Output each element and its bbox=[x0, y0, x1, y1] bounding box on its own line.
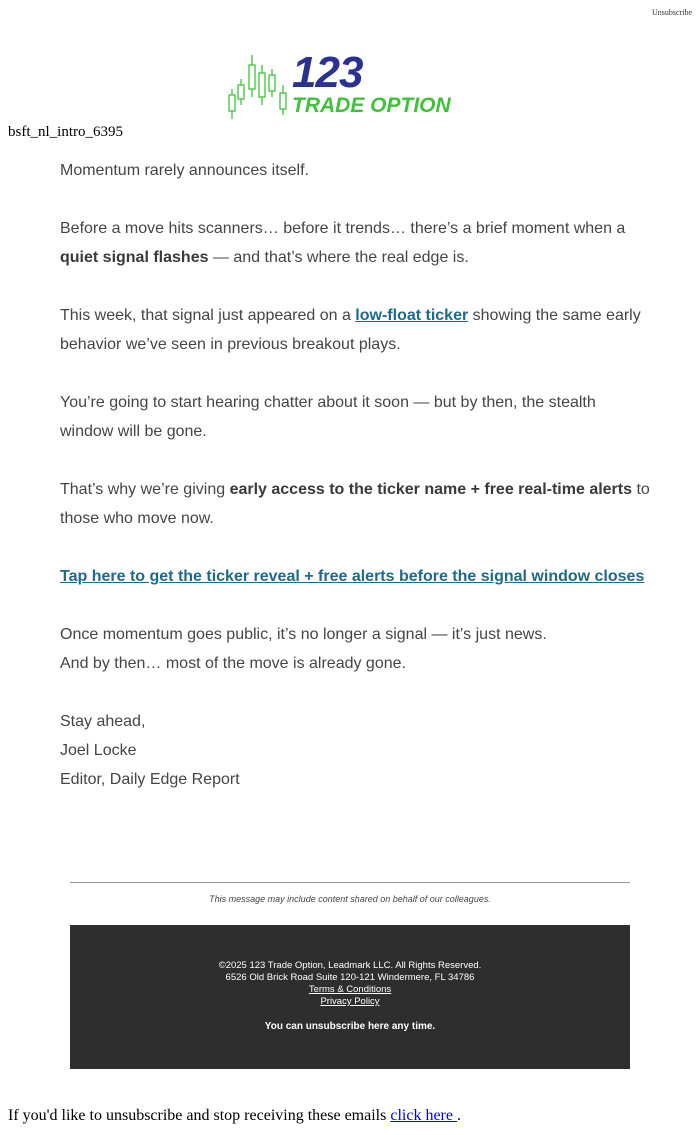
logo-number: 123 bbox=[292, 48, 363, 97]
copyright: ©2025 123 Trade Option, Leadmark LLC. All Rights Reserved. bbox=[218, 960, 482, 971]
cta-ticker-reveal-link[interactable]: Tap here to get the ticker reveal + free alerts before the signal window closes bbox=[60, 568, 645, 585]
emphasis-early-access: early access to the ticker name + free real-time alerts bbox=[229, 481, 633, 498]
candlestick-icon bbox=[226, 55, 292, 121]
signature bbox=[60, 707, 650, 794]
paragraph-ticker: This week, that signal just appeared on a low-float ticker showing the same early behavior we’ve seen in previous breakout plays. bbox=[60, 307, 641, 353]
brand-logo bbox=[226, 48, 476, 121]
paragraph-chatter: You’re going to start hearing chatter about it soon — but by then, the stealth window will be gone. bbox=[60, 394, 596, 440]
divider bbox=[70, 882, 630, 883]
privacy-link[interactable]: Privacy Policy bbox=[320, 996, 380, 1007]
unsubscribe-link-top[interactable]: Unsubscribe bbox=[652, 8, 692, 17]
disclaimer: This message may include content shared on behalf of our colleagues. bbox=[209, 894, 491, 904]
paragraph-signal: Before a move hits scanners… before it trends… there’s a brief moment when a quiet signal flashes — and that’s where the real edge is. bbox=[60, 220, 626, 266]
cta-paragraph bbox=[60, 562, 650, 591]
logo-name: TRADE OPTION bbox=[292, 94, 451, 117]
email-body bbox=[60, 156, 650, 823]
address: 6526 Old Brick Road Suite 120-121 Windermere, FL 34786 bbox=[225, 972, 475, 983]
signoff: Stay ahead, bbox=[60, 713, 146, 730]
paragraph-intro: Momentum rarely announces itself. bbox=[60, 162, 309, 179]
footer bbox=[70, 925, 630, 1069]
author-name: Joel Locke bbox=[60, 742, 137, 759]
paragraph-early-access: That’s why we’re giving early access to the ticker name + free real-time alerts to those who move now. bbox=[60, 481, 650, 527]
terms-link[interactable]: Terms & Conditions bbox=[308, 984, 392, 995]
campaign-tag: bsft_nl_intro_6395 bbox=[8, 124, 123, 140]
low-float-ticker-link[interactable]: low-float ticker bbox=[355, 307, 469, 324]
paragraph-momentum: Once momentum goes public, it’s no longer a signal — it’s just news. And by then… most of the move is already gone. bbox=[60, 626, 547, 672]
emphasis-quiet-signal: quiet signal flashes bbox=[60, 249, 209, 266]
footer-unsubscribe-text[interactable]: You can unsubscribe here any time. bbox=[264, 1021, 436, 1032]
click-here-link[interactable]: click here bbox=[390, 1107, 457, 1124]
author-title: Editor, Daily Edge Report bbox=[60, 771, 240, 788]
bottom-unsubscribe-line: If you'd like to unsubscribe and stop receiving these emails click here . bbox=[8, 1107, 461, 1124]
